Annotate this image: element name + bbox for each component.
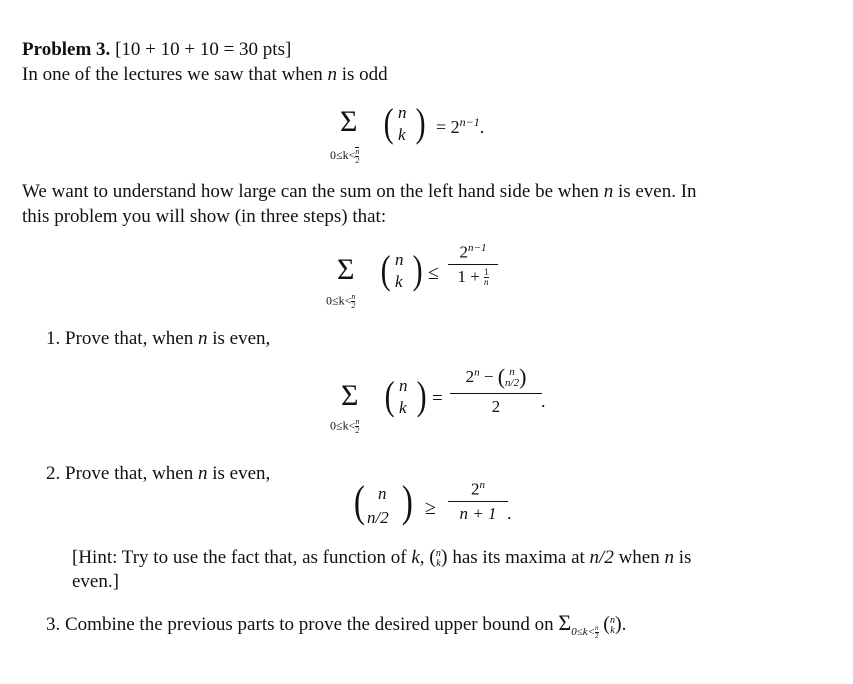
intro-variable: n [327, 64, 337, 85]
eq2-fraction [448, 243, 498, 287]
item3-sum-range [571, 623, 599, 640]
eq1-rhs [436, 116, 484, 136]
hint-variable-n: n [664, 547, 674, 568]
problem-heading [22, 40, 291, 59]
eq2-relation: ≤ [428, 262, 439, 284]
problem-title: Problem 3. [22, 39, 111, 60]
eq4-num-base: 2 [471, 479, 480, 499]
item1-number: 1. [46, 328, 61, 349]
list-item-1 [46, 329, 270, 348]
paragraph-line-2: this problem you will show (in three steps) that: [22, 206, 387, 227]
eq2-sum-symbol: Σ [337, 253, 355, 286]
eq2-range-den: 2 [351, 301, 356, 310]
eq3-range-text: 0≤k< [330, 418, 356, 433]
item1-variable: n [197, 328, 208, 349]
intro-line [22, 65, 388, 84]
eq1-rhs-base: = 2 [436, 117, 460, 137]
eq3-period: . [541, 391, 546, 411]
eq4-binom-left-paren: ( [353, 477, 365, 526]
problem-points: [10 + 10 + 10 = 30 pts] [115, 39, 292, 60]
intro-tail: is odd [341, 64, 388, 85]
item3-period: . [621, 614, 627, 635]
eq4-fraction [448, 480, 508, 522]
eq3-range-num: n [355, 417, 360, 426]
para-line1-variable: n [603, 181, 614, 202]
item3-range-text: 0≤k< [571, 626, 596, 638]
eq3-range-frac [355, 418, 359, 435]
eq4-binom-bottom: n/2 [367, 508, 389, 527]
eq1-sum-range [330, 147, 359, 165]
eq4-period: . [507, 503, 512, 523]
eq1-binom-top: n [398, 103, 407, 122]
eq2-num-base: 2 [459, 242, 469, 262]
hint-line-2: even.] [72, 571, 119, 592]
eq3-binom-top: n [399, 376, 408, 395]
item2-tail: is even, [212, 463, 271, 484]
eq2-range-text: 0≤k< [326, 293, 352, 308]
eq3-sum-range [330, 418, 359, 435]
eq4-numerator [448, 480, 508, 501]
item3-range-num: n [595, 623, 599, 632]
eq1-binom-right-paren: ) [415, 100, 426, 145]
item3-sum-symbol: Σ [558, 610, 572, 635]
hint-text: [Hint: Try to use the fact that, as function of [72, 547, 407, 568]
hint-binom-bottom: k [436, 557, 441, 569]
item2-variable: n [197, 463, 208, 484]
item3-range-frac [595, 625, 599, 640]
eq3-binom-left-paren: ( [384, 373, 395, 418]
eq2-numerator [448, 243, 498, 264]
eq3-sum-symbol: Σ [341, 379, 359, 412]
eq3-num-binom-top: n [509, 366, 515, 379]
para-line1-text: We want to understand how large can the sum on the left hand side be when [22, 181, 599, 202]
list-item-3: 3. Combine the previous parts to prove the desired upper bound on $\Sigma_{0\le k< \frac{n}{2}}$ ( n k ). [46, 610, 627, 640]
eq1-binom-bottom: k [398, 125, 406, 144]
item3-binom-top: n [609, 614, 615, 626]
eq1-range-den: 2 [355, 156, 360, 165]
eq1-sum-symbol: Σ [340, 105, 358, 138]
eq3-numerator: 2$^n$ − ( n n/2 ) [465, 364, 527, 390]
item3-text: Combine the previous parts to prove the desired upper bound on [65, 614, 554, 635]
item1-tail: is even, [212, 328, 271, 349]
eq3-binom-bottom: k [399, 398, 407, 417]
item2-text: Prove that, when [65, 463, 194, 484]
eq4-num-exponent: n [479, 479, 485, 491]
hint-expr: n/2 [589, 547, 614, 568]
eq3-num-base: 2 [465, 367, 475, 386]
eq3-num-binom-bottom: n/2 [505, 377, 520, 390]
eq4-relation: ≥ [425, 497, 436, 519]
eq2-sum-range [326, 293, 355, 310]
eq3-binom-right-paren: ) [416, 373, 427, 418]
eq2-binom-left-paren: ( [380, 247, 391, 292]
eq2-num-exponent: n−1 [468, 242, 487, 254]
eq3-range-den: 2 [355, 426, 360, 435]
eq2-den-frac [484, 268, 489, 287]
paragraph-line-1 [22, 182, 697, 201]
eq2-den-text: 1 + [457, 266, 480, 286]
eq2-range-num: n [351, 292, 356, 301]
eq3-fraction [450, 366, 542, 415]
eq1-binom-left-paren: ( [383, 100, 394, 145]
item1-text: Prove that, when [65, 328, 194, 349]
hint-comma: , [419, 547, 425, 568]
eq4-denominator: n + 1 [448, 501, 508, 522]
eq1-rhs-period: . [479, 117, 485, 137]
eq1-rhs-exponent: n−1 [459, 115, 480, 129]
eq3-denominator: 2 [450, 393, 542, 415]
eq2-den-frac-den: n [484, 277, 489, 288]
hint-text-3: when [618, 547, 660, 568]
eq2-binom-top: n [395, 250, 404, 269]
eq3-num-exponent: n [474, 366, 480, 379]
hint-variable-k: k [411, 547, 420, 568]
eq2-den-frac-num: 1 [484, 267, 489, 278]
eq2-range-frac [351, 293, 355, 310]
hint-binom-top: n [435, 547, 441, 559]
hint-line-1: [Hint: Try to use the fact that, as function of k, ( n k ) has its maxima at n/2 when n is [72, 546, 692, 569]
eq2-binom-right-paren: ) [412, 247, 423, 292]
eq2-binom-bottom: k [395, 272, 403, 291]
list-item-2 [46, 464, 270, 483]
eq4-binom-top: n [378, 484, 387, 503]
eq1-range-frac [355, 147, 359, 165]
intro-text: In one of the lectures we saw that when [22, 64, 323, 85]
eq1-range-text: 0≤k< [330, 147, 356, 162]
eq4-binom-right-paren: ) [401, 477, 413, 526]
hint-text-4: is [678, 547, 692, 568]
item3-binom-bottom: k [610, 624, 615, 636]
eq3-num-binom [505, 367, 519, 389]
item3-range-den: 2 [595, 631, 599, 640]
hint-text-2: has its maxima at [452, 547, 585, 568]
item3-number: 3. [46, 614, 61, 635]
eq3-num-minus: − [483, 367, 494, 386]
item2-number: 2. [46, 463, 61, 484]
eq3-relation: = [432, 388, 443, 409]
eq1-range-num: n [355, 147, 360, 156]
eq2-denominator [448, 264, 498, 288]
para-line1-tail: is even. In [617, 181, 697, 202]
